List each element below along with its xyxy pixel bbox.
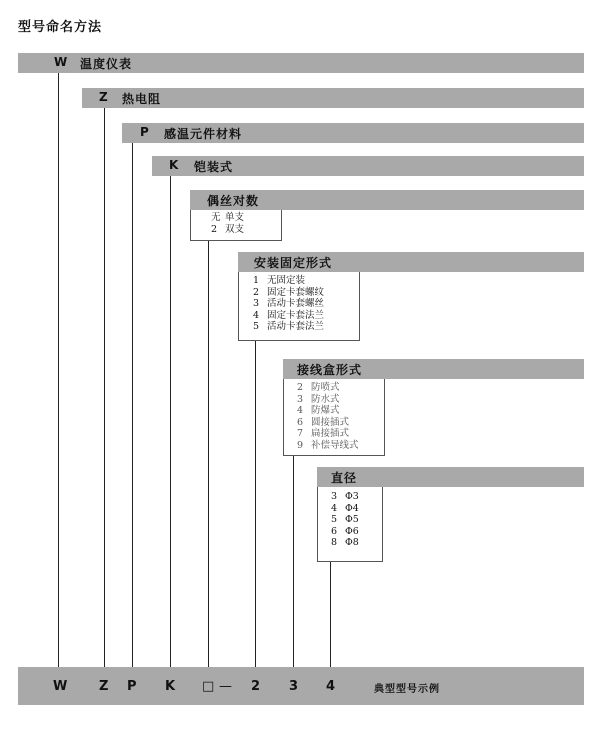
connector-w <box>58 73 59 667</box>
level-band-p <box>122 123 584 143</box>
level-label: 温度仪表 <box>80 57 133 71</box>
example-code-blank: □ <box>202 679 215 694</box>
option-row: 2 双支 <box>211 223 245 235</box>
connector-mount <box>255 340 256 667</box>
section-header-label: 接线盒形式 <box>297 363 363 377</box>
section-header-junction-box <box>283 359 584 379</box>
option-row: 2 防喷式 <box>297 382 340 393</box>
level-code: P <box>140 125 149 139</box>
connector-pairs <box>208 240 209 667</box>
options-box-junction-box <box>283 379 385 456</box>
section-header-label: 安装固定形式 <box>254 256 333 270</box>
page-title: 型号命名方法 <box>18 20 103 35</box>
example-code-w: W <box>53 679 68 694</box>
connector-p <box>132 143 133 667</box>
example-code-mount: 2 <box>251 679 261 694</box>
level-label: 铠装式 <box>194 160 234 174</box>
example-code-dash: — <box>219 679 232 694</box>
level-code: Z <box>99 90 108 104</box>
level-band-z <box>82 88 584 108</box>
option-row: 6 Φ6 <box>331 525 359 537</box>
example-code-box: 3 <box>289 679 299 694</box>
option-row: 5 活动卡套法兰 <box>253 321 325 332</box>
option-row: 4 固定卡套法兰 <box>253 309 325 321</box>
option-row: 4 防爆式 <box>297 405 340 416</box>
level-band-k <box>152 156 584 176</box>
example-code-diameter: 4 <box>326 679 336 694</box>
option-row: 7 扁接插式 <box>297 428 350 439</box>
option-row: 1 无固定装 <box>253 275 306 286</box>
connector-k <box>170 176 171 667</box>
level-label: 热电阻 <box>122 92 162 106</box>
option-row: 8 Φ8 <box>331 537 359 548</box>
example-band <box>18 667 584 705</box>
example-code-p: P <box>127 679 137 694</box>
option-row: 无 单支 <box>211 212 245 223</box>
section-header-label: 偶丝对数 <box>207 194 260 208</box>
level-band-w <box>18 53 584 73</box>
example-code-z: Z <box>99 679 109 694</box>
section-header-mount <box>238 252 584 272</box>
level-code: W <box>54 55 68 69</box>
connector-z <box>104 108 105 667</box>
option-row: 9 补偿导线式 <box>297 439 359 451</box>
level-label: 感温元件材料 <box>164 127 243 141</box>
connector-box <box>293 455 294 667</box>
section-header-diameter <box>317 467 584 487</box>
option-row: 3 防水式 <box>297 393 340 405</box>
option-row: 5 Φ5 <box>331 514 359 525</box>
option-row: 3 活动卡套螺丝 <box>253 298 325 309</box>
connector-diameter <box>330 561 331 667</box>
option-row: 2 固定卡套螺纹 <box>253 286 325 298</box>
option-row: 6 圆接插式 <box>297 416 350 428</box>
level-code: K <box>169 158 179 172</box>
example-code-k: K <box>165 679 176 694</box>
options-box-diameter <box>317 487 383 562</box>
options-box-mount <box>238 272 360 341</box>
option-row: 4 Φ4 <box>331 502 359 514</box>
section-header-label: 直径 <box>331 471 358 485</box>
example-note: 典型型号示例 <box>374 684 440 695</box>
options-box-pairs <box>190 210 282 241</box>
section-header-pairs <box>190 190 584 210</box>
option-row: 3 Φ3 <box>331 491 359 502</box>
